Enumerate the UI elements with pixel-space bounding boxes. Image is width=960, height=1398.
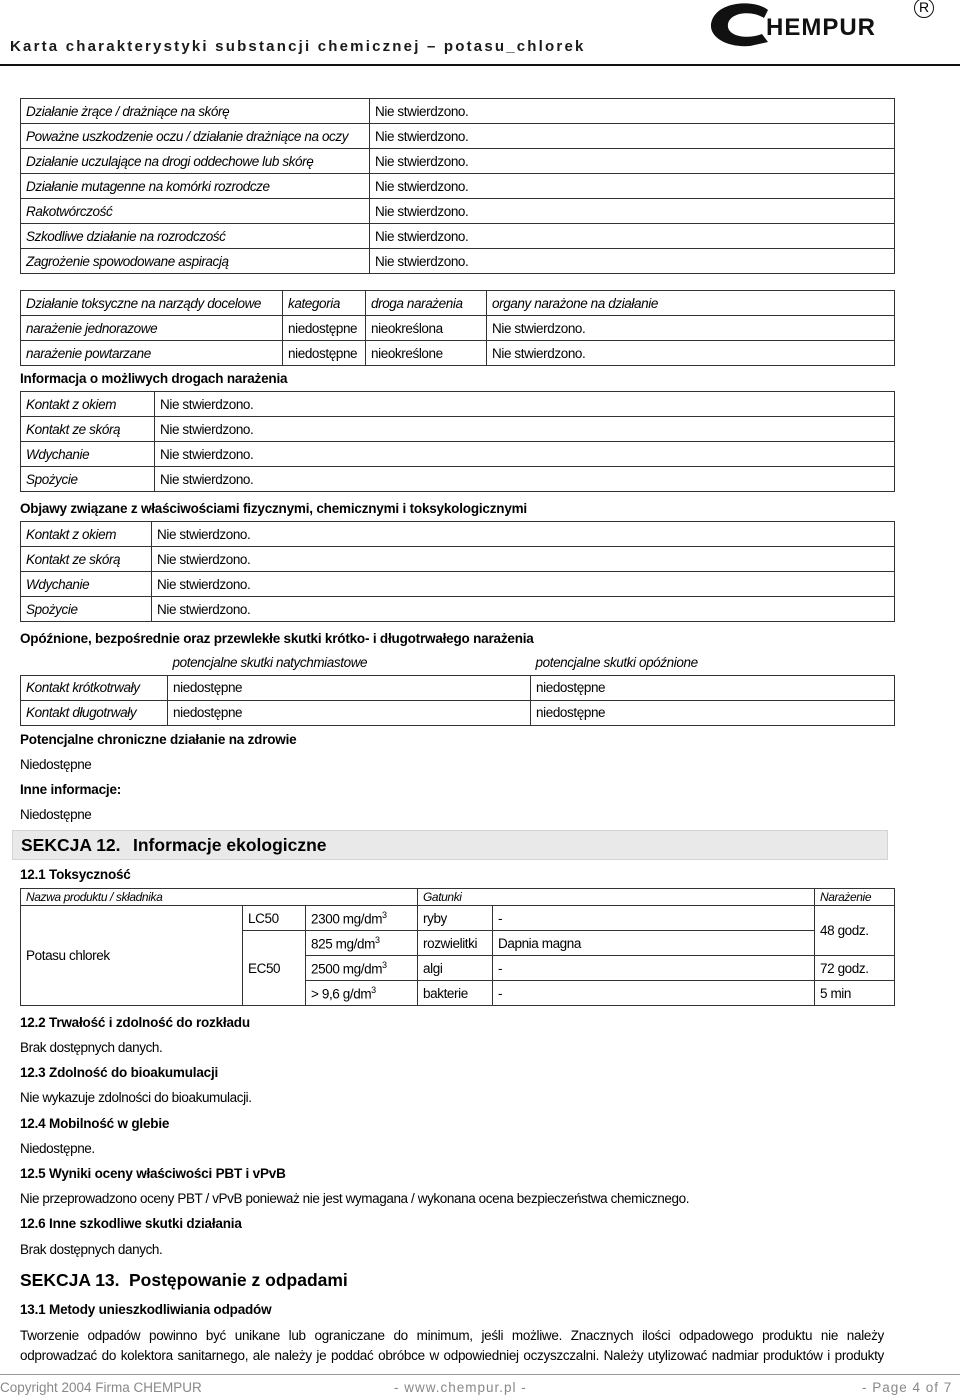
empty-cell <box>21 650 168 675</box>
hazard-value: Nie stwierdzono. <box>370 99 895 124</box>
concentration-value: 2500 mg/dm <box>311 961 383 977</box>
superscript: 3 <box>371 984 376 995</box>
other-heading: Inne informacje: <box>20 782 122 797</box>
effect-label: Kontakt długotrwały <box>21 700 168 725</box>
table-row <box>21 249 895 274</box>
s13-1-text <box>20 1326 884 1366</box>
s12-4-heading: 12.4 Mobilność w glebie <box>20 1116 170 1131</box>
route-value: Nie stwierdzono. <box>155 417 895 442</box>
logo-text: HEMPUR <box>766 14 877 41</box>
column-header: organy narażone na działanie <box>487 291 895 316</box>
effect-delayed: niedostępne <box>531 675 895 700</box>
hazard-label: Rakotwórczość <box>21 199 370 224</box>
table-row <box>21 572 895 597</box>
document-title: Karta charakterystyki substancji chemicznej – potasu_chlorek <box>10 38 586 55</box>
effects-table <box>20 650 895 726</box>
hazard-label: Szkodliwe działanie na rozrodczość <box>21 224 370 249</box>
chronic-heading: Potencjalne chroniczne działanie na zdrowie <box>20 732 297 747</box>
hazard-table <box>20 98 895 274</box>
routes-heading: Informacja o możliwych drogach narażenia <box>20 371 288 386</box>
hazard-label: Poważne uszkodzenie oczu / działanie drażniące na oczy <box>21 124 370 149</box>
s12-3-heading: 12.3 Zdolność do bioakumulacji <box>20 1065 219 1080</box>
column-header: droga narażenia <box>366 291 487 316</box>
organism-group: algi <box>418 956 493 981</box>
table-row <box>21 149 895 174</box>
symptom-value: Nie stwierdzono. <box>152 547 895 572</box>
section-13-bar <box>12 1266 888 1296</box>
stot-table <box>20 290 895 366</box>
concentration-value: 2300 mg/dm <box>311 911 383 927</box>
concentration <box>306 956 418 981</box>
route-value: Nie stwierdzono. <box>155 392 895 417</box>
exposure-time: 72 godz. <box>815 956 895 981</box>
s12-5-heading: 12.5 Wyniki oceny właściwości PBT i vPvB <box>20 1166 286 1181</box>
table-cell: Nie stwierdzono. <box>487 341 895 366</box>
superscript: 3 <box>382 909 387 920</box>
symptom-label: Wdychanie <box>21 572 152 597</box>
test-type: EC50 <box>243 931 306 1006</box>
species: Dapnia magna <box>493 931 815 956</box>
hazard-label: Działanie mutagenne na komórki rozrodcze <box>21 174 370 199</box>
other-value: Niedostępne <box>20 807 92 822</box>
column-header: Działanie toksyczne na narządy docelowe <box>21 291 283 316</box>
table-row <box>21 417 895 442</box>
paragraph-line: odprowadzać do kolektora sanitarnego, ale należy je poddać obróbce w odpowiedniej oczyszczalni. Należy utylizować nadmiar produktów i produkty <box>20 1348 884 1363</box>
header-rule <box>0 64 960 66</box>
table-row <box>21 906 895 931</box>
s12-3-value: Nie wykazuje zdolności do bioakumulacji. <box>20 1090 252 1105</box>
effect-delayed: niedostępne <box>531 700 895 725</box>
registered-mark: R <box>914 0 934 18</box>
table-row <box>21 99 895 124</box>
footer-site: - www.chempur.pl - <box>394 1380 527 1395</box>
hazard-value: Nie stwierdzono. <box>370 249 895 274</box>
table-row <box>21 675 895 700</box>
exposure-time: 5 min <box>815 981 895 1006</box>
superscript: 3 <box>374 934 380 945</box>
symptom-label: Spożycie <box>21 597 152 622</box>
route-label: Kontakt ze skórą <box>21 417 155 442</box>
hazard-value: Nie stwierdzono. <box>370 199 895 224</box>
column-header: potencjalne skutki opóźnione <box>531 650 895 675</box>
table-row <box>21 124 895 149</box>
table-row <box>21 341 895 366</box>
test-type: LC50 <box>243 906 306 931</box>
concentration <box>306 931 418 956</box>
effect-immediate: niedostępne <box>168 700 531 725</box>
concentration-value: > 9,6 g/dm <box>311 986 372 1002</box>
organism-group: rozwielitki <box>418 931 493 956</box>
hazard-value: Nie stwierdzono. <box>370 149 895 174</box>
table-row <box>21 392 895 417</box>
column-header: potencjalne skutki natychmiastowe <box>168 650 531 675</box>
hazard-value: Nie stwierdzono. <box>370 224 895 249</box>
superscript: 3 <box>382 959 387 970</box>
symptom-value: Nie stwierdzono. <box>152 572 895 597</box>
section-title: Informacje ekologiczne <box>133 835 327 855</box>
paragraph-line: Tworzenie odpadów powinno być unikane lub ograniczane do minimum, jeśli możliwe. Znacznych ilości odpadowego produktu nie należy <box>20 1328 884 1343</box>
section-title: Postępowanie z odpadami <box>129 1270 348 1290</box>
route-value: Nie stwierdzono. <box>155 442 895 467</box>
footer-page: - Page 4 of 7 <box>862 1380 953 1395</box>
organism-group: ryby <box>418 906 493 931</box>
concentration <box>306 981 418 1006</box>
toxicity-heading: 12.1 Toksyczność <box>20 867 131 882</box>
s12-4-value: Niedostępne. <box>20 1141 95 1156</box>
table-row <box>21 224 895 249</box>
symptom-label: Kontakt z okiem <box>21 522 152 547</box>
route-label: Spożycie <box>21 467 155 492</box>
hazard-value: Nie stwierdzono. <box>370 174 895 199</box>
s12-6-value: Brak dostępnych danych. <box>20 1242 163 1257</box>
section-number: SEKCJA 13. <box>20 1270 120 1290</box>
table-cell: niedostępne <box>283 316 366 341</box>
column-header: Narażenie <box>815 889 895 906</box>
route-label: Kontakt z okiem <box>21 392 155 417</box>
toxicity-table <box>20 888 895 1006</box>
effect-immediate: niedostępne <box>168 675 531 700</box>
footer-copyright: Copyright 2004 Firma CHEMPUR <box>0 1380 202 1395</box>
s13-1-heading: 13.1 Metody unieszkodliwiania odpadów <box>20 1302 272 1317</box>
table-row <box>21 597 895 622</box>
table-cell: niedostępne <box>283 341 366 366</box>
route-label: Wdychanie <box>21 442 155 467</box>
concentration-value: 825 mg/dm <box>311 936 375 952</box>
s12-5-value: Nie przeprowadzono oceny PBT / vPvB ponieważ nie jest wymagana / wykonana ocena bezpieczeństwa chemicznego. <box>20 1191 690 1206</box>
table-row <box>21 316 895 341</box>
species: - <box>493 981 815 1006</box>
table-row <box>21 700 895 725</box>
table-row <box>21 442 895 467</box>
chronic-value: Niedostępne <box>20 757 92 772</box>
concentration <box>306 906 418 931</box>
chempur-logo <box>706 0 930 50</box>
column-header: kategoria <box>283 291 366 316</box>
section-12-bar <box>12 830 888 860</box>
s12-2-heading: 12.2 Trwałość i zdolność do rozkładu <box>20 1015 250 1030</box>
symptom-value: Nie stwierdzono. <box>152 522 895 547</box>
column-header: Nazwa produktu / składnika <box>21 889 418 906</box>
symptom-label: Kontakt ze skórą <box>21 547 152 572</box>
table-header-row <box>21 291 895 316</box>
table-cell: narażenie jednorazowe <box>21 316 283 341</box>
hazard-label: Działanie żrące / drażniące na skórę <box>21 99 370 124</box>
route-value: Nie stwierdzono. <box>155 467 895 492</box>
table-cell: nieokreślone <box>366 341 487 366</box>
effects-heading: Opóźnione, bezpośrednie oraz przewlekłe skutki krótko- i długotrwałego narażenia <box>20 631 534 646</box>
table-cell: Nie stwierdzono. <box>487 316 895 341</box>
routes-table <box>20 391 895 492</box>
effect-label: Kontakt krótkotrwały <box>21 675 168 700</box>
table-cell: narażenie powtarzane <box>21 341 283 366</box>
table-cell: nieokreślona <box>366 316 487 341</box>
exposure-time: 48 godz. <box>815 906 895 956</box>
species: - <box>493 956 815 981</box>
table-row <box>21 467 895 492</box>
table-row <box>21 522 895 547</box>
table-header-row <box>21 650 895 675</box>
hazard-label: Działanie uczulające na drogi oddechowe lub skórę <box>21 149 370 174</box>
product-name: Potasu chlorek <box>21 906 243 1006</box>
table-row <box>21 199 895 224</box>
species: - <box>493 906 815 931</box>
table-row <box>21 174 895 199</box>
column-header: Gatunki <box>418 889 815 906</box>
hazard-value: Nie stwierdzono. <box>370 124 895 149</box>
table-row <box>21 547 895 572</box>
s12-2-value: Brak dostępnych danych. <box>20 1040 163 1055</box>
organism-group: bakterie <box>418 981 493 1006</box>
table-header-row <box>21 889 895 906</box>
symptoms-table <box>20 521 895 622</box>
hazard-label: Zagrożenie spowodowane aspiracją <box>21 249 370 274</box>
section-number: SEKCJA 12. <box>21 835 121 855</box>
symptoms-heading: Objawy związane z właściwościami fizycznymi, chemicznymi i toksykologicznymi <box>20 501 527 516</box>
footer-rule <box>0 1374 960 1375</box>
s12-6-heading: 12.6 Inne szkodliwe skutki działania <box>20 1216 242 1231</box>
symptom-value: Nie stwierdzono. <box>152 597 895 622</box>
